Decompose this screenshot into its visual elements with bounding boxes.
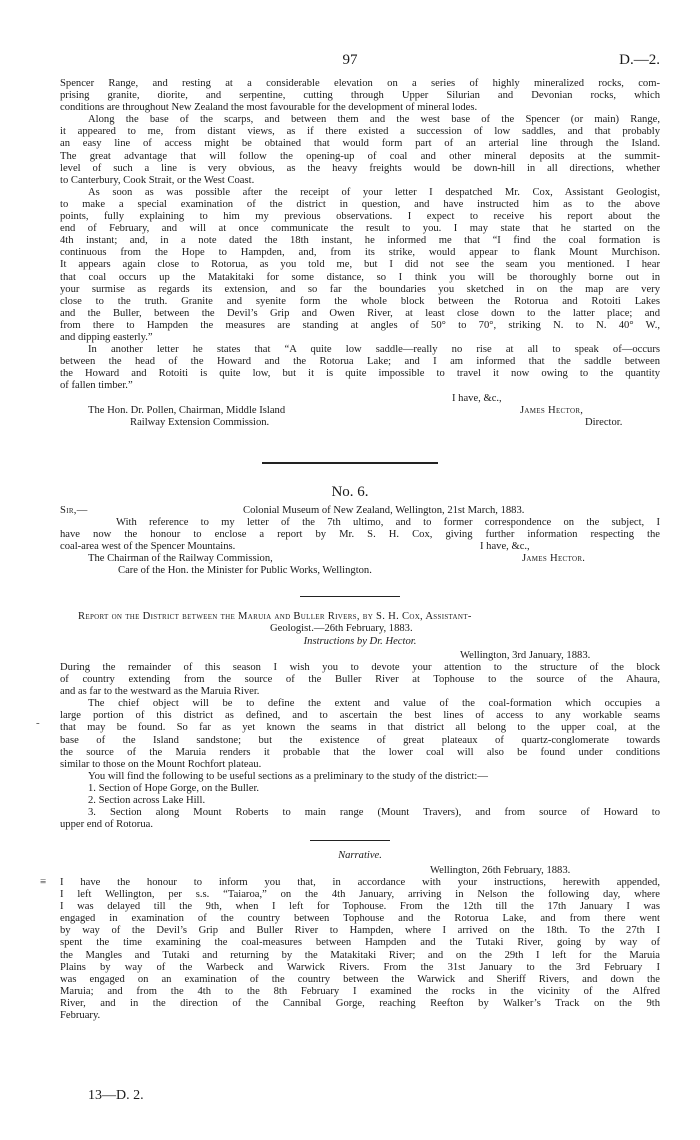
text-line: the Howard and Rotoiti is quite low, but it is quite impossible to travel it now owing to the quantity <box>60 368 660 380</box>
text-line: base of the Island sandstone; but the existence of great plateaux of quartz-conglomerate towards <box>60 734 660 746</box>
text-line: I was delayed till the 9th, when I left for Tophouse. From the 12th till the 17th January I was <box>60 901 660 913</box>
text-line: and as far to the westward as the Maruia River. <box>60 686 260 698</box>
text-line: River, and in the direction of the Cannibal Gorge, reaching Reefton by Walker’s Track on the 9th <box>60 997 660 1009</box>
text-line: between the head of the Howard and the Rotorua Lake; and I am informed that the saddle between <box>60 356 660 368</box>
text-line: similar to those on the Mount Rochfort plateau. <box>60 758 262 770</box>
signatory-name: James Hector, <box>520 405 584 416</box>
section-divider <box>262 462 438 464</box>
text-line: and dipping easterly.” <box>60 331 153 343</box>
text-line: Along the base of the scarps, and between them and the west base of the Spencer (or main) Range, <box>88 114 660 126</box>
text-line: close to the truth. Granite and syenite form the whole block between the Rotorua and Rotoiti Lakes <box>60 295 660 307</box>
page-number: 97 <box>342 52 358 68</box>
text-line: engaged in examination of the country between Tophouse and the Rotorua Lake, and from there went <box>60 913 660 925</box>
text-line: of country extending from the source of the Buller River at Tophouse to the source of the Ahaura, <box>60 674 660 686</box>
list-item: 1. Section of Hope Gorge, on the Buller. <box>88 782 260 794</box>
text-line: it appeared to me, from distant views, as if there existed a succession of low saddles, and that probably <box>60 126 660 138</box>
recipient-line: The Hon. Dr. Pollen, Chairman, Middle Island <box>88 405 286 416</box>
text-line: As soon as was possible after the receipt of your letter I despatched Mr. Cox, Assistant Geologist, <box>88 186 660 198</box>
narrative-body <box>60 877 660 1022</box>
text-line: from there to Hampden the measures are standing at angles of 50° to 70°, striking N. to N. 40° W., <box>60 319 660 331</box>
closing-phrase: I have, &c., <box>452 393 502 404</box>
letter-body <box>60 517 660 553</box>
text-line: have now the honour to enclose a report by Mr. S. H. Cox, giving further information respecting the <box>60 529 660 541</box>
text-line: of fallen timber.” <box>60 380 133 392</box>
closing-phrase: I have, &c., <box>480 541 530 552</box>
text-line: February. <box>60 1010 101 1022</box>
text-line: level of such a line is very obvious, as the heavy freights would be down-hill in all directions, whether <box>60 162 660 174</box>
text-line: You will find the following to be useful sections as a preliminary to the study of the district:— <box>88 770 488 782</box>
text-line: With reference to my letter of the 7th ultimo, and to former correspondence on the subject, I <box>116 517 660 528</box>
text-line: Spencer Range, and resting at a considerable elevation on a series of highly mineralized rocks, com- <box>60 78 660 89</box>
recipient-line: Railway Extension Commission. <box>130 417 270 428</box>
list-item: 3. Section along Mount Roberts to main range (Mount Travers), and from source of Howard to <box>88 807 660 819</box>
text-line: upper end of Rotorua. <box>60 819 153 831</box>
text-line: that may be found. So far as yet known the seams in that district all belong to the upper coal, at the <box>60 722 660 734</box>
instructions-heading: Instructions by Dr. Hector. <box>303 636 417 647</box>
margin-mark: ≡ <box>40 876 47 888</box>
text-line: Plains by way of the Warbeck and Warwick Rivers. From the 31st January to the 3rd February I <box>60 961 660 973</box>
text-line: The chief object will be to define the extent and value of the coal-formation which occupies a <box>88 698 660 710</box>
text-line: was engaged on an examination of the country between the Warwick and Sheriff Rivers, and down the <box>60 973 660 985</box>
instructions-body <box>60 662 660 831</box>
section-heading: No. 6. <box>331 484 369 500</box>
text-line: coal-area west of the Spencer Mountains. <box>60 541 236 553</box>
text-line: I left Wellington, per s.s. “Taiaroa,” on the 4th January, arriving in Nelson the following day, where <box>60 889 660 901</box>
section-divider <box>310 840 390 841</box>
salutation: Sir,— <box>60 505 88 516</box>
text-line: by way of the Devil’s Grip and Buller River to Hampden, where I arrived on the 18th. To the 27th I <box>60 925 660 937</box>
signatory-name: James Hector. <box>522 553 586 564</box>
recipient-line: The Chairman of the Railway Commission, <box>88 553 273 564</box>
letter-body-continued <box>60 78 660 392</box>
narrative-heading: Narrative. <box>338 850 382 861</box>
text-line: 4th instant; and, in a note dated the 18th instant, he informed me that “I find the coal formation is <box>60 235 660 247</box>
text-line: During the remainder of this season I wish you to devote your attention to the structure of the block <box>60 662 660 673</box>
text-line: Maruia; and from the 4th to the 8th February I examined the rocks in the vicinity of the Alfred <box>60 985 660 997</box>
text-line: spent the time examining the coal-measures between Hampden and the Tutaki River, going by way of <box>60 937 660 949</box>
text-line: In another letter he states that “A quite low saddle—really no rise at all to speak of—occurs <box>88 344 660 356</box>
margin-mark: - <box>36 717 40 729</box>
text-line: The great advantage that will follow the opening-up of coal and other mineral deposits at the summit- <box>60 150 660 162</box>
document-reference: D.—2. <box>619 52 660 68</box>
text-line: that coal occurs up the Matakitaki for some distance, so I think you will be thoroughly borne out in <box>60 271 660 283</box>
text-line: It appears again close to Rotorua, as you told me, but I did not see the seam you mentioned. I hear <box>60 259 660 271</box>
text-line: prising granite, diorite, and serpentine, cutting through Upper Silurian and Devonian rocks, which <box>60 90 660 102</box>
report-title: Geologist.—26th February, 1883. <box>270 623 413 634</box>
text-line: to make a special examination of the district in question, and have instructed him as to the above <box>60 198 660 210</box>
section-divider <box>300 596 400 597</box>
report-title: Report on the District between the Maruia and Buller Rivers, by S. H. Cox, Assistant- <box>78 611 472 622</box>
text-line: large portion of this district as defined, and to ascertain the best lines of access to any workable seams <box>60 710 660 722</box>
text-line: to Canterbury, Cook Strait, or the West Coast. <box>60 174 255 186</box>
place-date-line: Wellington, 26th February, 1883. <box>430 865 571 876</box>
text-line: conditions are throughout New Zealand the most favourable for the development of mineral lodes. <box>60 102 478 114</box>
text-line: the source of the Maruia renders it probable that the lower coal will also be found under conditions <box>60 746 660 758</box>
recipient-line: Care of the Hon. the Minister for Public Works, Wellington. <box>118 565 372 576</box>
text-line: an easy line of access might be obtained that would form part of an arterial line through the Island. <box>60 138 660 150</box>
text-line: the Mangles and Tutaki and returning by the Matakitaki River; and on the 29th I left for the Maruia <box>60 949 660 961</box>
text-line: end of February, and will at once communicate the result to you. I may state that he started on the <box>60 223 660 235</box>
list-item: 2. Section across Lake Hill. <box>88 795 206 807</box>
text-line: points, fully explaining to him my previous observations. I expect to receive his report about the <box>60 211 660 223</box>
text-line: continuous from the Hope to Hampden, and, from its strike, would appear to flank Mount Murchison. <box>60 247 660 259</box>
text-line: I have the honour to inform you that, in accordance with your instructions, herewith appended, <box>60 877 660 888</box>
place-date-line: Colonial Museum of New Zealand, Wellington, 21st March, 1883. <box>243 505 525 516</box>
signature-mark: 13—D. 2. <box>88 1088 144 1103</box>
place-date-line: Wellington, 3rd January, 1883. <box>460 650 591 661</box>
signatory-title: Director. <box>585 417 623 428</box>
text-line: and the Buller, between the Devil’s Grip and Owen River, at least close down to the latter place; and <box>60 307 660 319</box>
text-line: your surmise as regards its extension, and so far the boundaries you sketched in on the map are very <box>60 283 660 295</box>
